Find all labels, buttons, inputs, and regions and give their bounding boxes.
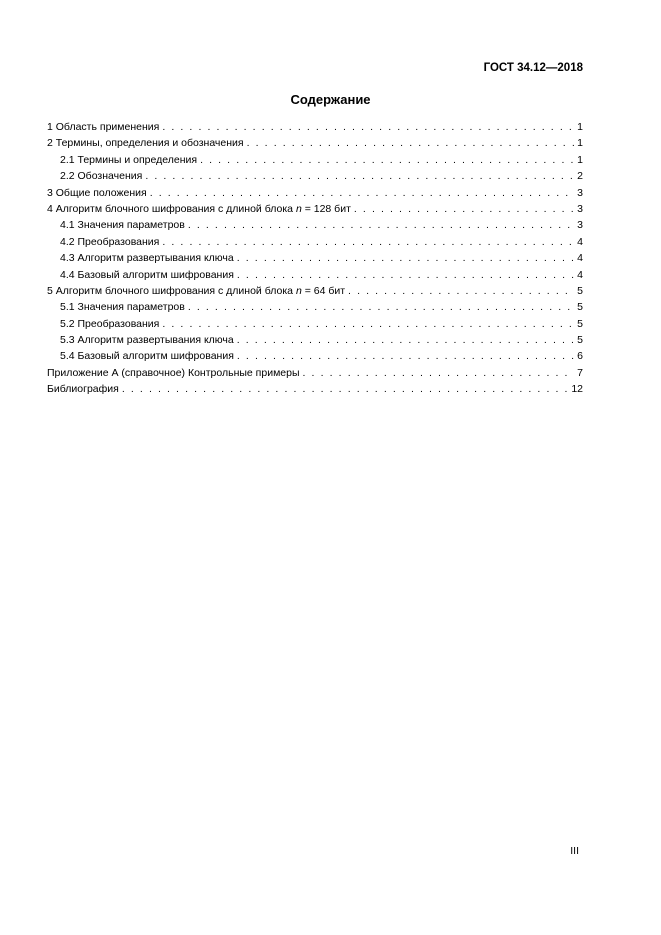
toc-entry-label: 4.4 Базовый алгоритм шифрования xyxy=(60,268,234,281)
toc-subentry[interactable] xyxy=(47,299,583,315)
toc-entry-page: 1 xyxy=(577,153,583,166)
dot-leader xyxy=(237,332,574,348)
dot-leader xyxy=(162,316,574,332)
document-id: ГОСТ 34.12—2018 xyxy=(483,62,583,74)
page-number: III xyxy=(570,845,579,857)
toc-title: Содержание xyxy=(290,92,371,107)
toc-subentry[interactable] xyxy=(47,250,583,266)
dot-leader xyxy=(162,234,574,250)
toc-entry[interactable] xyxy=(47,201,583,217)
dot-leader xyxy=(162,119,574,135)
toc-entry-page: 3 xyxy=(577,186,583,199)
dot-leader xyxy=(237,267,574,283)
dot-leader xyxy=(150,185,574,201)
toc-entry-label: 5.2 Преобразования xyxy=(60,317,160,330)
toc-entry-page: 1 xyxy=(577,121,583,133)
dot-leader xyxy=(188,299,574,315)
toc-entry-label: 5.3 Алгоритм развертывания ключа xyxy=(60,334,234,347)
toc-label-text: 4 Алгоритм блочного шифрования с длиной блока xyxy=(47,202,296,215)
dot-leader xyxy=(247,135,575,151)
toc-entry[interactable] xyxy=(47,365,583,381)
toc-entry-label xyxy=(47,201,351,217)
toc-entry-label: 4.2 Преобразования xyxy=(60,235,160,248)
toc-entry-page: 5 xyxy=(577,301,583,314)
toc-entry[interactable] xyxy=(47,119,583,135)
block-length-variable: n xyxy=(295,202,302,215)
toc-entry-page: 5 xyxy=(577,334,583,347)
toc-subentry[interactable] xyxy=(47,267,583,283)
toc-subentry[interactable] xyxy=(47,316,583,332)
toc-entry-page: 6 xyxy=(577,350,583,363)
toc-label-text: = 128 бит xyxy=(301,202,351,215)
toc-entry-page: 5 xyxy=(577,284,583,297)
toc-entry-label: Библиография xyxy=(47,383,119,396)
toc-entry-page: 5 xyxy=(577,317,583,330)
toc-entry-label: 4.3 Алгоритм развертывания ключа xyxy=(60,252,234,265)
dot-leader xyxy=(122,381,568,397)
toc-label-text: 5 Алгоритм блочного шифрования с длиной блока xyxy=(47,284,296,297)
toc-entry-page: 1 xyxy=(577,137,583,150)
toc-label-text: = 64 бит xyxy=(301,284,346,297)
toc-entry-label: Приложение А (справочное) Контрольные примеры xyxy=(47,366,300,379)
toc-subentry[interactable] xyxy=(47,332,583,348)
toc-subentry[interactable] xyxy=(47,152,583,168)
toc-entry-page: 3 xyxy=(577,202,583,215)
dot-leader xyxy=(303,365,575,381)
toc-subentry[interactable] xyxy=(47,234,583,250)
dot-leader xyxy=(348,283,574,299)
dot-leader xyxy=(145,168,574,184)
toc-entry[interactable] xyxy=(47,381,583,397)
dot-leader xyxy=(200,152,574,168)
table-of-contents xyxy=(47,119,583,398)
block-length-variable: n xyxy=(295,284,302,297)
dot-leader xyxy=(354,201,574,217)
toc-subentry[interactable] xyxy=(47,217,583,233)
toc-entry-page: 4 xyxy=(577,268,583,281)
toc-entry-label: 2.1 Термины и определения xyxy=(60,153,198,166)
toc-entry-page: 4 xyxy=(577,235,583,248)
toc-entry-page: 7 xyxy=(577,366,583,379)
toc-entry-page: 4 xyxy=(577,252,583,265)
toc-entry-page: 12 xyxy=(571,383,583,396)
toc-entry-label xyxy=(47,283,345,299)
toc-entry-label: 4.1 Значения параметров xyxy=(60,219,185,232)
dot-leader xyxy=(237,250,574,266)
toc-entry-label: 5.4 Базовый алгоритм шифрования xyxy=(60,350,234,363)
toc-entry-label: 2 Термины, определения и обозначения xyxy=(47,137,244,150)
toc-entry-page: 2 xyxy=(577,170,583,183)
dot-leader xyxy=(237,348,574,364)
toc-subentry[interactable] xyxy=(47,348,583,364)
toc-entry[interactable] xyxy=(47,283,583,299)
toc-entry[interactable] xyxy=(47,135,583,151)
toc-entry-label: 1 Область применения xyxy=(47,121,160,133)
toc-entry-page: 3 xyxy=(577,219,583,232)
toc-subentry[interactable] xyxy=(47,168,583,184)
toc-entry-label: 3 Общие положения xyxy=(47,186,147,199)
toc-entry-label: 2.2 Обозначения xyxy=(60,170,143,183)
dot-leader xyxy=(188,217,574,233)
toc-entry[interactable] xyxy=(47,185,583,201)
toc-entry-label: 5.1 Значения параметров xyxy=(60,301,185,314)
